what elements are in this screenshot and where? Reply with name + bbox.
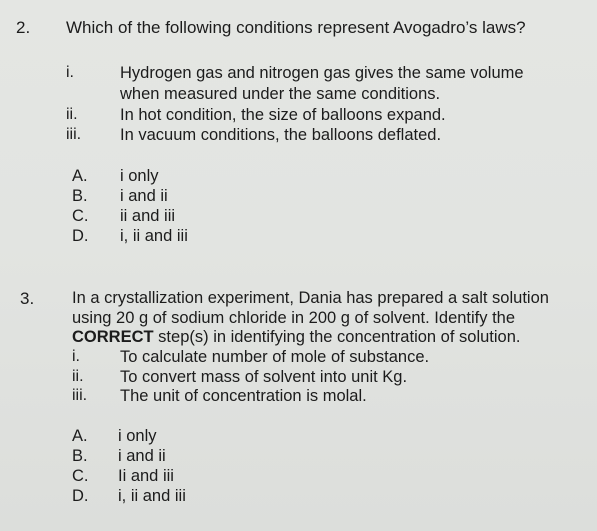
question-2-number: 2. — [16, 18, 31, 37]
question-3-stem-line3 — [72, 328, 520, 347]
q3-option-a-letter: A. — [72, 427, 88, 445]
q3-statement-ii-label: ii. — [72, 368, 84, 385]
q3-statement-ii-text: To convert mass of solvent into unit Kg. — [120, 368, 408, 386]
question-3-number: 3. — [20, 289, 35, 308]
q2-option-a-text: i only — [120, 167, 159, 185]
q3-statement-i-text: To calculate number of mole of substance. — [120, 348, 430, 366]
q2-statement-i-text1: Hydrogen gas and nitrogen gas gives the same volume — [120, 64, 524, 82]
q3-option-b-text: i and ii — [118, 447, 166, 465]
question-2-stem: Which of the following conditions represent Avogadro’s laws? — [66, 18, 526, 37]
q2-option-a-letter: A. — [72, 167, 88, 185]
q2-statement-ii-text: In hot condition, the size of balloons expand. — [120, 106, 446, 124]
q2-statement-ii-label: ii. — [66, 106, 78, 123]
q2-option-b-text: i and ii — [120, 187, 168, 205]
q2-option-b-letter: B. — [72, 187, 88, 205]
q3-option-d-letter: D. — [72, 487, 89, 505]
q3-statement-i-label: i. — [72, 348, 80, 365]
q3-statement-iii-text: The unit of concentration is molal. — [120, 387, 367, 405]
question-3-stem-line1: In a crystallization experiment, Dania has prepared a salt solution — [72, 289, 549, 307]
q3-option-a-text: i only — [118, 427, 157, 445]
q2-statement-iii-label: iii. — [66, 126, 82, 143]
q2-statement-i-line2: when measured under the same conditions. — [120, 85, 441, 103]
q2-statement-iii-text: In vacuum conditions, the balloons deflated. — [120, 126, 442, 144]
q3-statement-iii-label: iii. — [72, 387, 88, 404]
q2-option-c-text: ii and iii — [120, 207, 176, 225]
q3-option-c-letter: C. — [72, 467, 89, 485]
q2-option-d-letter: D. — [72, 227, 89, 245]
q2-statement-i-label: i. — [66, 64, 74, 81]
q2-option-d-text: i, ii and iii — [120, 227, 188, 245]
q3-option-d-text: i, ii and iii — [118, 487, 186, 505]
q3-option-b-letter: B. — [72, 447, 88, 465]
q3-option-c-text: Ii and iii — [118, 467, 174, 485]
q2-statement-i-line1 — [120, 64, 586, 83]
q2-option-c-letter: C. — [72, 207, 89, 225]
question-3-stem-line2: using 20 g of sodium chloride in 200 g of solvent. Identify the — [72, 309, 516, 327]
correct-emphasis: CORRECT — [72, 328, 154, 346]
question-3-stem-line3-rest: step(s) in identifying the concentration of solution. — [153, 328, 521, 346]
